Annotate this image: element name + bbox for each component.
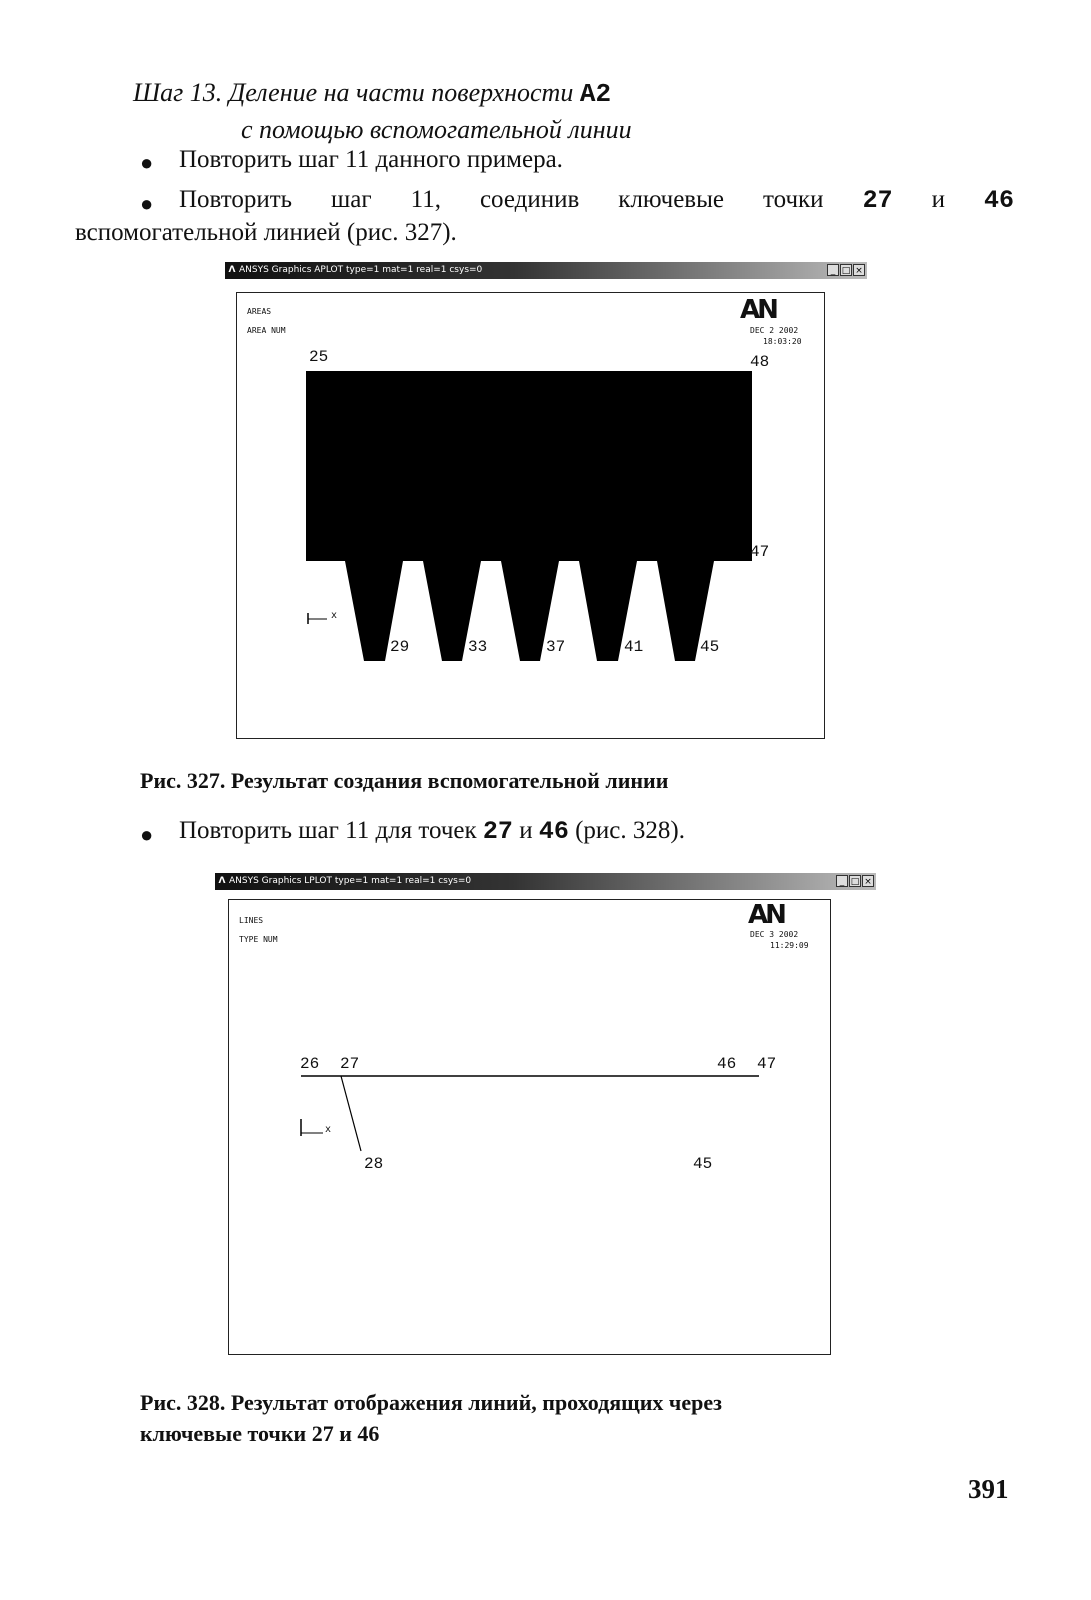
page-number: 391 bbox=[968, 1474, 1009, 1504]
bullet-text-2-and: и bbox=[892, 186, 984, 213]
kp-label-48: 48 bbox=[750, 353, 770, 371]
window-titlebar bbox=[225, 262, 867, 279]
keypoint-27: 27 bbox=[862, 186, 893, 215]
figure2-caption-line2: ключевые точки 27 и 46 bbox=[140, 1421, 380, 1446]
step-title-line1 bbox=[133, 78, 611, 109]
keypoint-27: 27 bbox=[482, 817, 513, 846]
window-title: ANSYS Graphics APLOT type=1 mat=1 real=1 csys=0 bbox=[239, 265, 483, 275]
window-titlebar bbox=[215, 873, 876, 890]
minimize-button[interactable]: _ bbox=[827, 264, 839, 276]
keypoint-46: 46 bbox=[983, 186, 1014, 215]
kp-label-47: 47 bbox=[757, 1055, 777, 1073]
bullet-text-3-part2: (рис. 328). bbox=[568, 817, 685, 844]
area-shape bbox=[306, 371, 752, 661]
kp-label-45: 45 bbox=[700, 638, 720, 656]
line-plot bbox=[229, 900, 830, 1354]
axis-x-label: x bbox=[331, 610, 338, 621]
bullet-text-2 bbox=[179, 186, 1014, 215]
window-title: ANSYS Graphics LPLOT type=1 mat=1 real=1 csys=0 bbox=[229, 876, 472, 886]
bullet-text-3-and: и bbox=[512, 817, 539, 844]
line-27-28 bbox=[341, 1076, 361, 1151]
plot-date: DEC 3 2002 bbox=[750, 930, 799, 939]
ansys-window-figure1 bbox=[225, 262, 867, 752]
step-title-line2: с помощью вспомогательной линии bbox=[241, 115, 632, 144]
axis-x-label: x bbox=[325, 1124, 332, 1135]
graphics-viewport bbox=[228, 899, 831, 1355]
plot-date: DEC 2 2002 bbox=[750, 326, 799, 335]
figure2-caption-line1: Рис. 328. Результат отображения линий, проходящих через bbox=[140, 1390, 722, 1415]
plot-mode-label: TYPE NUM bbox=[239, 935, 278, 944]
plot-mode-label: AREA NUM bbox=[247, 326, 286, 335]
kp-label-47: 47 bbox=[750, 543, 770, 561]
ansys-logo-icon: Λ bbox=[218, 876, 226, 886]
kp-label-25: 25 bbox=[309, 348, 329, 366]
kp-label-41: 41 bbox=[624, 638, 644, 656]
keypoint-46: 46 bbox=[538, 817, 569, 846]
ansys-an-logo: AN bbox=[740, 295, 776, 325]
bullet-icon: ● bbox=[140, 191, 154, 216]
figure1-caption: Рис. 327. Результат создания вспомогательной линии bbox=[140, 768, 669, 793]
bullet-text-3 bbox=[179, 817, 685, 846]
window-controls bbox=[836, 875, 874, 887]
ansys-window-figure2 bbox=[215, 873, 876, 1370]
close-button[interactable]: × bbox=[853, 264, 865, 276]
step-title-code: A2 bbox=[579, 79, 612, 109]
maximize-button[interactable]: □ bbox=[850, 877, 860, 887]
ansys-an-logo: AN bbox=[748, 900, 784, 930]
plot-time: 18:03:20 bbox=[763, 337, 802, 346]
step-title-text: Шаг 13. Деление на части поверхности bbox=[133, 78, 580, 107]
kp-label-28: 28 bbox=[364, 1155, 384, 1173]
kp-label-26: 26 bbox=[300, 1055, 320, 1073]
kp-label-33: 33 bbox=[468, 638, 488, 656]
bullet-text-3-part1: Повторить шаг 11 для точек bbox=[179, 817, 483, 844]
kp-label-46: 46 bbox=[717, 1055, 737, 1073]
kp-label-29: 29 bbox=[390, 638, 410, 656]
plot-type-label: LINES bbox=[239, 916, 264, 925]
plot-type-label: AREAS bbox=[247, 307, 272, 316]
maximize-button[interactable]: □ bbox=[841, 266, 851, 276]
bullet-text-2-line2: вспомогательной линией (рис. 327). bbox=[75, 219, 457, 246]
bullet-text-1: Повторить шаг 11 данного примера. bbox=[179, 146, 563, 173]
kp-label-37: 37 bbox=[546, 638, 566, 656]
bullet-icon: ● bbox=[140, 822, 154, 847]
plot-time: 11:29:09 bbox=[770, 941, 809, 950]
kp-label-45: 45 bbox=[693, 1155, 713, 1173]
ansys-logo-icon: Λ bbox=[228, 265, 236, 275]
minimize-button[interactable]: _ bbox=[836, 875, 848, 887]
window-controls bbox=[827, 264, 865, 276]
bullet-icon: ● bbox=[140, 150, 154, 175]
bullet-text-2-part1: Повторить шаг 11, соединив ключевые точки bbox=[179, 186, 863, 213]
graphics-viewport bbox=[236, 292, 825, 739]
kp-label-27: 27 bbox=[340, 1055, 360, 1073]
close-button[interactable]: × bbox=[862, 875, 874, 887]
